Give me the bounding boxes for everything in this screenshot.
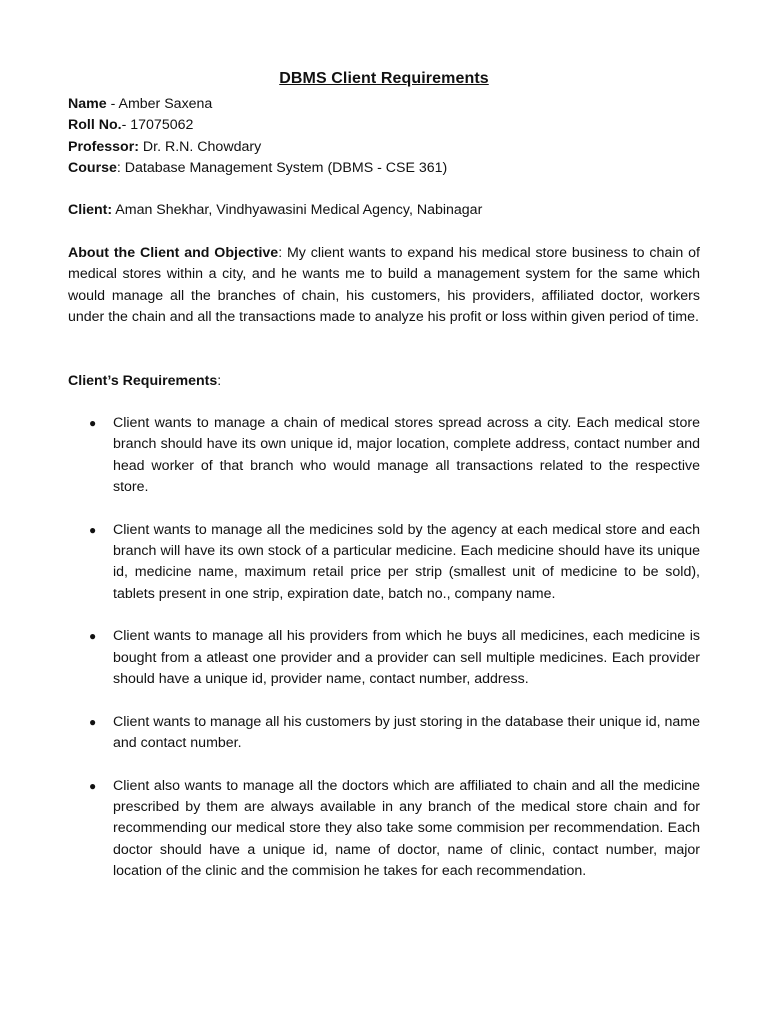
requirements-heading	[68, 371, 221, 392]
requirements-list	[68, 413, 700, 904]
bullet-icon: ●	[89, 416, 97, 430]
requirements-heading-colon: :	[217, 373, 222, 389]
list-item	[68, 413, 700, 498]
requirements-heading-label: Client’s Requirements	[68, 373, 218, 389]
name-label: Name	[68, 96, 107, 112]
document-title: DBMS Client Requirements	[279, 70, 489, 87]
list-item-text: Client wants to manage all the medicines sold by the agency at each medical store and each branch will have its own stock of a particular medicine. Each medicine should have its unique id, medicine name, maximum retail price per strip (smallest unit of medicine to be sold), tablets present in one strip, expiration date, batch no., company name.	[113, 521, 700, 602]
client-label: Client:	[68, 202, 113, 218]
professor-label: Professor:	[68, 138, 139, 155]
name-value: - Amber Saxena	[106, 96, 213, 112]
roll-row	[68, 115, 708, 136]
professor-row	[68, 137, 708, 158]
client-line	[68, 200, 708, 221]
client-value: Aman Shekhar, Vindhyawasini Medical Agency, Nabinagar	[112, 202, 483, 218]
student-info	[68, 94, 708, 179]
course-label: Course	[68, 159, 117, 176]
about-paragraph	[68, 243, 700, 328]
list-item	[68, 520, 700, 605]
list-item	[68, 712, 700, 755]
list-item-text: Client wants to manage all his providers from which he buys all medicines, each medicine is bought from a atleast one provider and a provider can sell multiple medicines. Each provider should have a unique id, provider name, contact number, address.	[113, 628, 700, 687]
course-value: : Database Management System (DBMS - CSE 361)	[116, 159, 448, 176]
roll-value: - 17075062	[121, 117, 194, 134]
professor-value: Dr. R.N. Chowdary	[138, 138, 262, 155]
about-text: : My client wants to expand his medical store business to chain of medical stores within a city, and he wants me to build a management system for the same which would manage all the branches of chain, his customers, his providers, affiliated doctor, workers under the chain and all the transactions made to analyze his profit or loss within given period of time.	[68, 245, 701, 325]
course-row	[68, 158, 708, 179]
name-row	[68, 94, 708, 115]
list-item-text: Client also wants to manage all the doctors which are affiliated to chain and all the medicine prescribed by them are always available in any branch of the medical store chain and for recommending our medical store they also take some commision per recommendation. Each doctor should have a unique id, name of doctor, name of clinic, contact number, major location of the clinic and the commision he takes for each recommendation.	[113, 777, 700, 880]
bullet-icon: ●	[89, 778, 97, 793]
bullet-icon: ●	[89, 714, 97, 729]
bullet-icon: ●	[89, 629, 97, 644]
list-item	[68, 626, 700, 690]
list-item-text: Client wants to manage all his customers by just storing in the database their unique id, name and contact number.	[113, 713, 700, 752]
about-label: About the Client and Objective	[68, 245, 279, 261]
roll-label: Roll No.	[68, 117, 122, 134]
bullet-icon: ●	[89, 522, 97, 537]
list-item-text: Client wants to manage a chain of medical stores spread across a city. Each medical store branch should have its own unique id, major location, complete address, contact number and head worker of that branch who would manage all transactions related to the respective store.	[113, 415, 700, 495]
list-item	[68, 776, 700, 882]
